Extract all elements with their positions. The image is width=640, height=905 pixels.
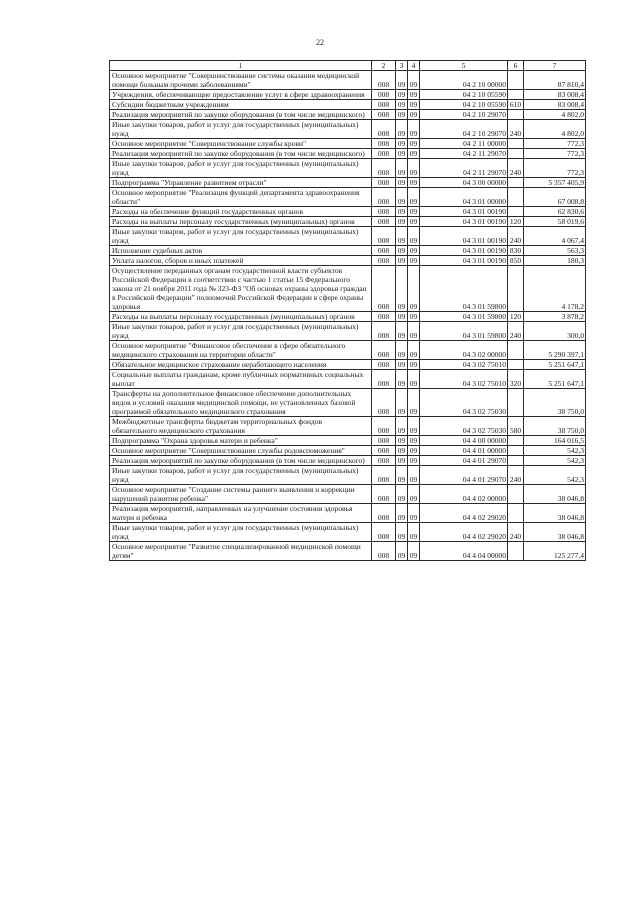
page-number: 22 xyxy=(316,38,324,47)
section-code-cell: 09 xyxy=(396,312,408,322)
target-article-cell: 04 2 10 05590 xyxy=(420,100,508,110)
row-name-cell: Иные закупки товаров, работ и услуг для государственных (муниципальных) нужд xyxy=(110,227,372,246)
table-row xyxy=(110,322,586,341)
admin-code-cell: 008 xyxy=(372,207,396,217)
target-article-cell: 04 3 01 59800 xyxy=(420,312,508,322)
table-row xyxy=(110,485,586,504)
subsection-code-cell: 09 xyxy=(408,139,420,149)
subsection-code-cell: 09 xyxy=(408,246,420,256)
table-row xyxy=(110,100,586,110)
admin-code-cell: 008 xyxy=(372,485,396,504)
section-code-cell: 09 xyxy=(396,246,408,256)
subsection-code-cell: 09 xyxy=(408,110,420,120)
expense-type-cell: 320 xyxy=(508,370,524,389)
target-article-cell: 04 4 02 29020 xyxy=(420,504,508,523)
subsection-code-cell: 09 xyxy=(408,370,420,389)
subsection-code-cell: 09 xyxy=(408,436,420,446)
subsection-code-cell: 09 xyxy=(408,341,420,360)
table-row xyxy=(110,523,586,542)
table-row xyxy=(110,466,586,485)
row-name-cell: Осуществление переданных органам государственной власти субъектов Российской Федерации в соответствии с частью 1 статьи 15 Федерального закона от 21 ноября 2011 года № 323-ФЗ "Об основах охраны здоровья граждан в Российской Федерации" полномочий Российской Федерации в сфере охраны здоровья xyxy=(110,266,372,312)
section-code-cell: 09 xyxy=(396,504,408,523)
admin-code-cell: 008 xyxy=(372,370,396,389)
table-row xyxy=(110,178,586,188)
expense-type-cell: 240 xyxy=(508,523,524,542)
amount-cell: 125 277,4 xyxy=(524,542,586,561)
admin-code-cell: 008 xyxy=(372,71,396,90)
expense-type-cell xyxy=(508,207,524,217)
target-article-cell: 04 3 02 75010 xyxy=(420,360,508,370)
expense-type-cell xyxy=(508,389,524,417)
table-row xyxy=(110,188,586,207)
expense-type-cell xyxy=(508,485,524,504)
admin-code-cell: 008 xyxy=(372,389,396,417)
admin-code-cell: 008 xyxy=(372,266,396,312)
row-name-cell: Реализация мероприятий, направленных на улучшение состояния здоровья матери и ребенка xyxy=(110,504,372,523)
subsection-code-cell: 09 xyxy=(408,504,420,523)
section-code-cell: 09 xyxy=(396,417,408,436)
subsection-code-cell: 09 xyxy=(408,266,420,312)
table-row xyxy=(110,360,586,370)
table-row xyxy=(110,159,586,178)
section-code-cell: 09 xyxy=(396,178,408,188)
target-article-cell: 04 3 01 00000 xyxy=(420,188,508,207)
table-row xyxy=(110,436,586,446)
subsection-code-cell: 09 xyxy=(408,120,420,139)
target-article-cell: 04 3 01 00190 xyxy=(420,256,508,266)
section-code-cell: 09 xyxy=(396,100,408,110)
section-code-cell: 09 xyxy=(396,90,408,100)
section-code-cell: 09 xyxy=(396,341,408,360)
subsection-code-cell: 09 xyxy=(408,312,420,322)
subsection-code-cell: 09 xyxy=(408,100,420,110)
table-row xyxy=(110,139,586,149)
section-code-cell: 09 xyxy=(396,436,408,446)
target-article-cell: 04 2 11 00000 xyxy=(420,139,508,149)
amount-cell: 4 178,2 xyxy=(524,266,586,312)
target-article-cell: 04 3 00 00000 xyxy=(420,178,508,188)
target-article-cell: 04 4 01 00000 xyxy=(420,446,508,456)
expense-type-cell xyxy=(508,149,524,159)
subsection-code-cell: 09 xyxy=(408,217,420,227)
admin-code-cell: 008 xyxy=(372,542,396,561)
amount-cell: 300,0 xyxy=(524,322,586,341)
table-row xyxy=(110,417,586,436)
admin-code-cell: 008 xyxy=(372,312,396,322)
amount-cell: 5 290 397,1 xyxy=(524,341,586,360)
section-code-cell: 09 xyxy=(396,370,408,389)
target-article-cell: 04 3 02 00000 xyxy=(420,341,508,360)
table-row xyxy=(110,446,586,456)
table-row xyxy=(110,456,586,466)
amount-cell: 542,3 xyxy=(524,466,586,485)
admin-code-cell: 008 xyxy=(372,227,396,246)
section-code-cell: 09 xyxy=(396,322,408,341)
row-name-cell: Основное мероприятие "Развитие специализированной медицинской помощи детям" xyxy=(110,542,372,561)
table-row xyxy=(110,71,586,90)
admin-code-cell: 008 xyxy=(372,360,396,370)
admin-code-cell: 008 xyxy=(372,246,396,256)
admin-code-cell: 008 xyxy=(372,159,396,178)
admin-code-cell: 008 xyxy=(372,256,396,266)
admin-code-cell: 008 xyxy=(372,341,396,360)
target-article-cell: 04 4 02 00000 xyxy=(420,485,508,504)
admin-code-cell: 008 xyxy=(372,504,396,523)
amount-cell: 38 046,8 xyxy=(524,504,586,523)
amount-cell: 563,3 xyxy=(524,246,586,256)
row-name-cell: Учреждения, обеспечивающие предоставление услуг в сфере здравоохранения xyxy=(110,90,372,100)
table-row xyxy=(110,542,586,561)
section-code-cell: 09 xyxy=(396,159,408,178)
subsection-code-cell: 09 xyxy=(408,542,420,561)
row-name-cell: Реализация мероприятий по закупке оборудования (в том числе медицинского) xyxy=(110,456,372,466)
amount-cell: 62 830,6 xyxy=(524,207,586,217)
subsection-code-cell: 09 xyxy=(408,456,420,466)
section-code-cell: 09 xyxy=(396,110,408,120)
row-name-cell: Основное мероприятие "Финансовое обеспечение в сфере обязательного медицинского страхования на территории области" xyxy=(110,341,372,360)
subsection-code-cell: 09 xyxy=(408,90,420,100)
admin-code-cell: 008 xyxy=(372,322,396,341)
amount-cell: 772,3 xyxy=(524,159,586,178)
section-code-cell: 09 xyxy=(396,360,408,370)
expense-type-cell xyxy=(508,110,524,120)
row-name-cell: Расходы на обеспечение функций государственных органов xyxy=(110,207,372,217)
table-row xyxy=(110,504,586,523)
admin-code-cell: 008 xyxy=(372,149,396,159)
section-code-cell: 09 xyxy=(396,389,408,417)
budget-table xyxy=(109,60,586,561)
row-name-cell: Основное мероприятие "Совершенствование службы крови" xyxy=(110,139,372,149)
section-code-cell: 09 xyxy=(396,149,408,159)
admin-code-cell: 008 xyxy=(372,417,396,436)
header-cell: 3 xyxy=(396,61,408,71)
admin-code-cell: 008 xyxy=(372,110,396,120)
admin-code-cell: 008 xyxy=(372,90,396,100)
header-cell: 4 xyxy=(408,61,420,71)
row-name-cell: Трансферты на дополнительное финансовое обеспечение дополнительных видов и условий оказания медицинской помощи, не установленных базовой программой обязательного медицинского страхования xyxy=(110,389,372,417)
target-article-cell: 04 4 00 00000 xyxy=(420,436,508,446)
table-row xyxy=(110,207,586,217)
admin-code-cell: 008 xyxy=(372,178,396,188)
target-article-cell: 04 3 01 00190 xyxy=(420,217,508,227)
table-row xyxy=(110,256,586,266)
amount-cell: 180,3 xyxy=(524,256,586,266)
row-name-cell: Иные закупки товаров, работ и услуг для государственных (муниципальных) нужд xyxy=(110,466,372,485)
expense-type-cell xyxy=(508,188,524,207)
row-name-cell: Иные закупки товаров, работ и услуг для государственных (муниципальных) нужд xyxy=(110,523,372,542)
amount-cell: 772,3 xyxy=(524,139,586,149)
row-name-cell: Иные закупки товаров, работ и услуг для государственных (муниципальных) нужд xyxy=(110,159,372,178)
section-code-cell: 09 xyxy=(396,139,408,149)
target-article-cell: 04 3 01 59800 xyxy=(420,322,508,341)
expense-type-cell xyxy=(508,456,524,466)
subsection-code-cell: 09 xyxy=(408,446,420,456)
row-name-cell: Реализация мероприятий по закупке оборудования (в том числе медицинского) xyxy=(110,110,372,120)
table-row xyxy=(110,227,586,246)
target-article-cell: 04 4 04 00000 xyxy=(420,542,508,561)
expense-type-cell xyxy=(508,360,524,370)
subsection-code-cell: 09 xyxy=(408,485,420,504)
row-name-cell: Исполнение судебных актов xyxy=(110,246,372,256)
expense-type-cell: 610 xyxy=(508,100,524,110)
section-code-cell: 09 xyxy=(396,120,408,139)
subsection-code-cell: 09 xyxy=(408,523,420,542)
admin-code-cell: 008 xyxy=(372,100,396,110)
table-row xyxy=(110,90,586,100)
amount-cell: 83 008,4 xyxy=(524,90,586,100)
row-name-cell: Основное мероприятие "Создание системы раннего выявления и коррекции нарушений развития ребенка" xyxy=(110,485,372,504)
expense-type-cell xyxy=(508,341,524,360)
expense-type-cell xyxy=(508,266,524,312)
target-article-cell: 04 2 11 29070 xyxy=(420,149,508,159)
header-cell: 7 xyxy=(524,61,586,71)
expense-type-cell xyxy=(508,446,524,456)
amount-cell: 83 008,4 xyxy=(524,100,586,110)
amount-cell: 38 750,0 xyxy=(524,389,586,417)
admin-code-cell: 008 xyxy=(372,188,396,207)
section-code-cell: 09 xyxy=(396,446,408,456)
subsection-code-cell: 09 xyxy=(408,178,420,188)
amount-cell: 5 251 647,1 xyxy=(524,370,586,389)
section-code-cell: 09 xyxy=(396,188,408,207)
section-code-cell: 09 xyxy=(396,485,408,504)
section-code-cell: 09 xyxy=(396,542,408,561)
row-name-cell: Уплата налогов, сборов и иных платежей xyxy=(110,256,372,266)
header-cell: 6 xyxy=(508,61,524,71)
amount-cell: 38 046,8 xyxy=(524,485,586,504)
amount-cell: 87 810,4 xyxy=(524,71,586,90)
row-name-cell: Обязательное медицинское страхование неработающего населения xyxy=(110,360,372,370)
amount-cell: 5 251 647,1 xyxy=(524,360,586,370)
expense-type-cell: 240 xyxy=(508,227,524,246)
table-row xyxy=(110,120,586,139)
expense-type-cell xyxy=(508,71,524,90)
row-name-cell: Межбюджетные трансферты бюджетам территориальных фондов обязательного медицинского страхования xyxy=(110,417,372,436)
section-code-cell: 09 xyxy=(396,456,408,466)
target-article-cell: 04 4 01 29070 xyxy=(420,456,508,466)
target-article-cell: 04 2 10 00000 xyxy=(420,71,508,90)
admin-code-cell: 008 xyxy=(372,446,396,456)
target-article-cell: 04 3 02 75030 xyxy=(420,417,508,436)
table-header-row xyxy=(110,61,586,71)
row-name-cell: Основное мероприятие "Совершенствование системы оказания медицинской помощи больным прочими заболеваниями" xyxy=(110,71,372,90)
row-name-cell: Подпрограмма "Управление развитием отрасли" xyxy=(110,178,372,188)
table-row xyxy=(110,389,586,417)
admin-code-cell: 008 xyxy=(372,523,396,542)
section-code-cell: 09 xyxy=(396,227,408,246)
subsection-code-cell: 09 xyxy=(408,389,420,417)
subsection-code-cell: 09 xyxy=(408,188,420,207)
header-cell: 1 xyxy=(110,61,372,71)
admin-code-cell: 008 xyxy=(372,217,396,227)
section-code-cell: 09 xyxy=(396,207,408,217)
amount-cell: 67 008,8 xyxy=(524,188,586,207)
subsection-code-cell: 09 xyxy=(408,71,420,90)
target-article-cell: 04 3 01 00190 xyxy=(420,207,508,217)
table-row xyxy=(110,110,586,120)
expense-type-cell: 240 xyxy=(508,159,524,178)
table-row xyxy=(110,312,586,322)
amount-cell: 772,3 xyxy=(524,149,586,159)
subsection-code-cell: 09 xyxy=(408,207,420,217)
table-row xyxy=(110,149,586,159)
subsection-code-cell: 09 xyxy=(408,159,420,178)
subsection-code-cell: 09 xyxy=(408,466,420,485)
table-body xyxy=(110,71,586,561)
row-name-cell: Расходы на выплаты персоналу государственных (муниципальных) органов xyxy=(110,217,372,227)
expense-type-cell xyxy=(508,542,524,561)
subsection-code-cell: 09 xyxy=(408,417,420,436)
amount-cell: 5 357 405,9 xyxy=(524,178,586,188)
expense-type-cell: 850 xyxy=(508,256,524,266)
table-row xyxy=(110,370,586,389)
table-row xyxy=(110,341,586,360)
amount-cell: 4 802,0 xyxy=(524,110,586,120)
amount-cell: 542,3 xyxy=(524,456,586,466)
amount-cell: 38 046,8 xyxy=(524,523,586,542)
target-article-cell: 04 3 01 59800 xyxy=(420,266,508,312)
target-article-cell: 04 2 10 29070 xyxy=(420,120,508,139)
table-row xyxy=(110,266,586,312)
target-article-cell: 04 3 02 75010 xyxy=(420,370,508,389)
expense-type-cell: 240 xyxy=(508,322,524,341)
table-row xyxy=(110,217,586,227)
row-name-cell: Основное мероприятие "Реализация функций департамента здравоохранения области" xyxy=(110,188,372,207)
row-name-cell: Подпрограмма "Охрана здоровья матери и ребенка" xyxy=(110,436,372,446)
expense-type-cell: 120 xyxy=(508,217,524,227)
target-article-cell: 04 3 02 75030 xyxy=(420,389,508,417)
row-name-cell: Основное мероприятие "Совершенствование службы родовспоможения" xyxy=(110,446,372,456)
expense-type-cell: 830 xyxy=(508,246,524,256)
subsection-code-cell: 09 xyxy=(408,256,420,266)
header-cell: 5 xyxy=(420,61,508,71)
subsection-code-cell: 09 xyxy=(408,149,420,159)
subsection-code-cell: 09 xyxy=(408,227,420,246)
section-code-cell: 09 xyxy=(396,217,408,227)
expense-type-cell xyxy=(508,504,524,523)
target-article-cell: 04 3 01 00190 xyxy=(420,246,508,256)
admin-code-cell: 008 xyxy=(372,456,396,466)
amount-cell: 542,3 xyxy=(524,446,586,456)
amount-cell: 3 878,2 xyxy=(524,312,586,322)
expense-type-cell: 240 xyxy=(508,466,524,485)
admin-code-cell: 008 xyxy=(372,120,396,139)
admin-code-cell: 008 xyxy=(372,466,396,485)
expense-type-cell xyxy=(508,178,524,188)
header-cell: 2 xyxy=(372,61,396,71)
admin-code-cell: 008 xyxy=(372,436,396,446)
row-name-cell: Иные закупки товаров, работ и услуг для государственных (муниципальных) нужд xyxy=(110,120,372,139)
expense-type-cell: 580 xyxy=(508,417,524,436)
section-code-cell: 09 xyxy=(396,256,408,266)
target-article-cell: 04 4 01 29070 xyxy=(420,466,508,485)
section-code-cell: 09 xyxy=(396,523,408,542)
target-article-cell: 04 3 01 00190 xyxy=(420,227,508,246)
amount-cell: 38 750,0 xyxy=(524,417,586,436)
subsection-code-cell: 09 xyxy=(408,360,420,370)
amount-cell: 58 019,6 xyxy=(524,217,586,227)
section-code-cell: 09 xyxy=(396,466,408,485)
expense-type-cell xyxy=(508,139,524,149)
row-name-cell: Расходы на выплаты персоналу государственных (муниципальных) органов xyxy=(110,312,372,322)
amount-cell: 4 802,0 xyxy=(524,120,586,139)
table-row xyxy=(110,246,586,256)
section-code-cell: 09 xyxy=(396,71,408,90)
expense-type-cell: 240 xyxy=(508,120,524,139)
section-code-cell: 09 xyxy=(396,266,408,312)
expense-type-cell xyxy=(508,90,524,100)
target-article-cell: 04 4 02 29020 xyxy=(420,523,508,542)
row-name-cell: Социальные выплаты гражданам, кроме публичных нормативных социальных выплат xyxy=(110,370,372,389)
target-article-cell: 04 2 10 05590 xyxy=(420,90,508,100)
expense-type-cell xyxy=(508,436,524,446)
expense-type-cell: 120 xyxy=(508,312,524,322)
target-article-cell: 04 2 10 29070 xyxy=(420,110,508,120)
admin-code-cell: 008 xyxy=(372,139,396,149)
row-name-cell: Субсидии бюджетным учреждениям xyxy=(110,100,372,110)
row-name-cell: Реализация мероприятий по закупке оборудования (в том числе медицинского) xyxy=(110,149,372,159)
subsection-code-cell: 09 xyxy=(408,322,420,341)
amount-cell: 164 016,5 xyxy=(524,436,586,446)
amount-cell: 4 067,4 xyxy=(524,227,586,246)
target-article-cell: 04 2 11 29070 xyxy=(420,159,508,178)
row-name-cell: Иные закупки товаров, работ и услуг для государственных (муниципальных) нужд xyxy=(110,322,372,341)
